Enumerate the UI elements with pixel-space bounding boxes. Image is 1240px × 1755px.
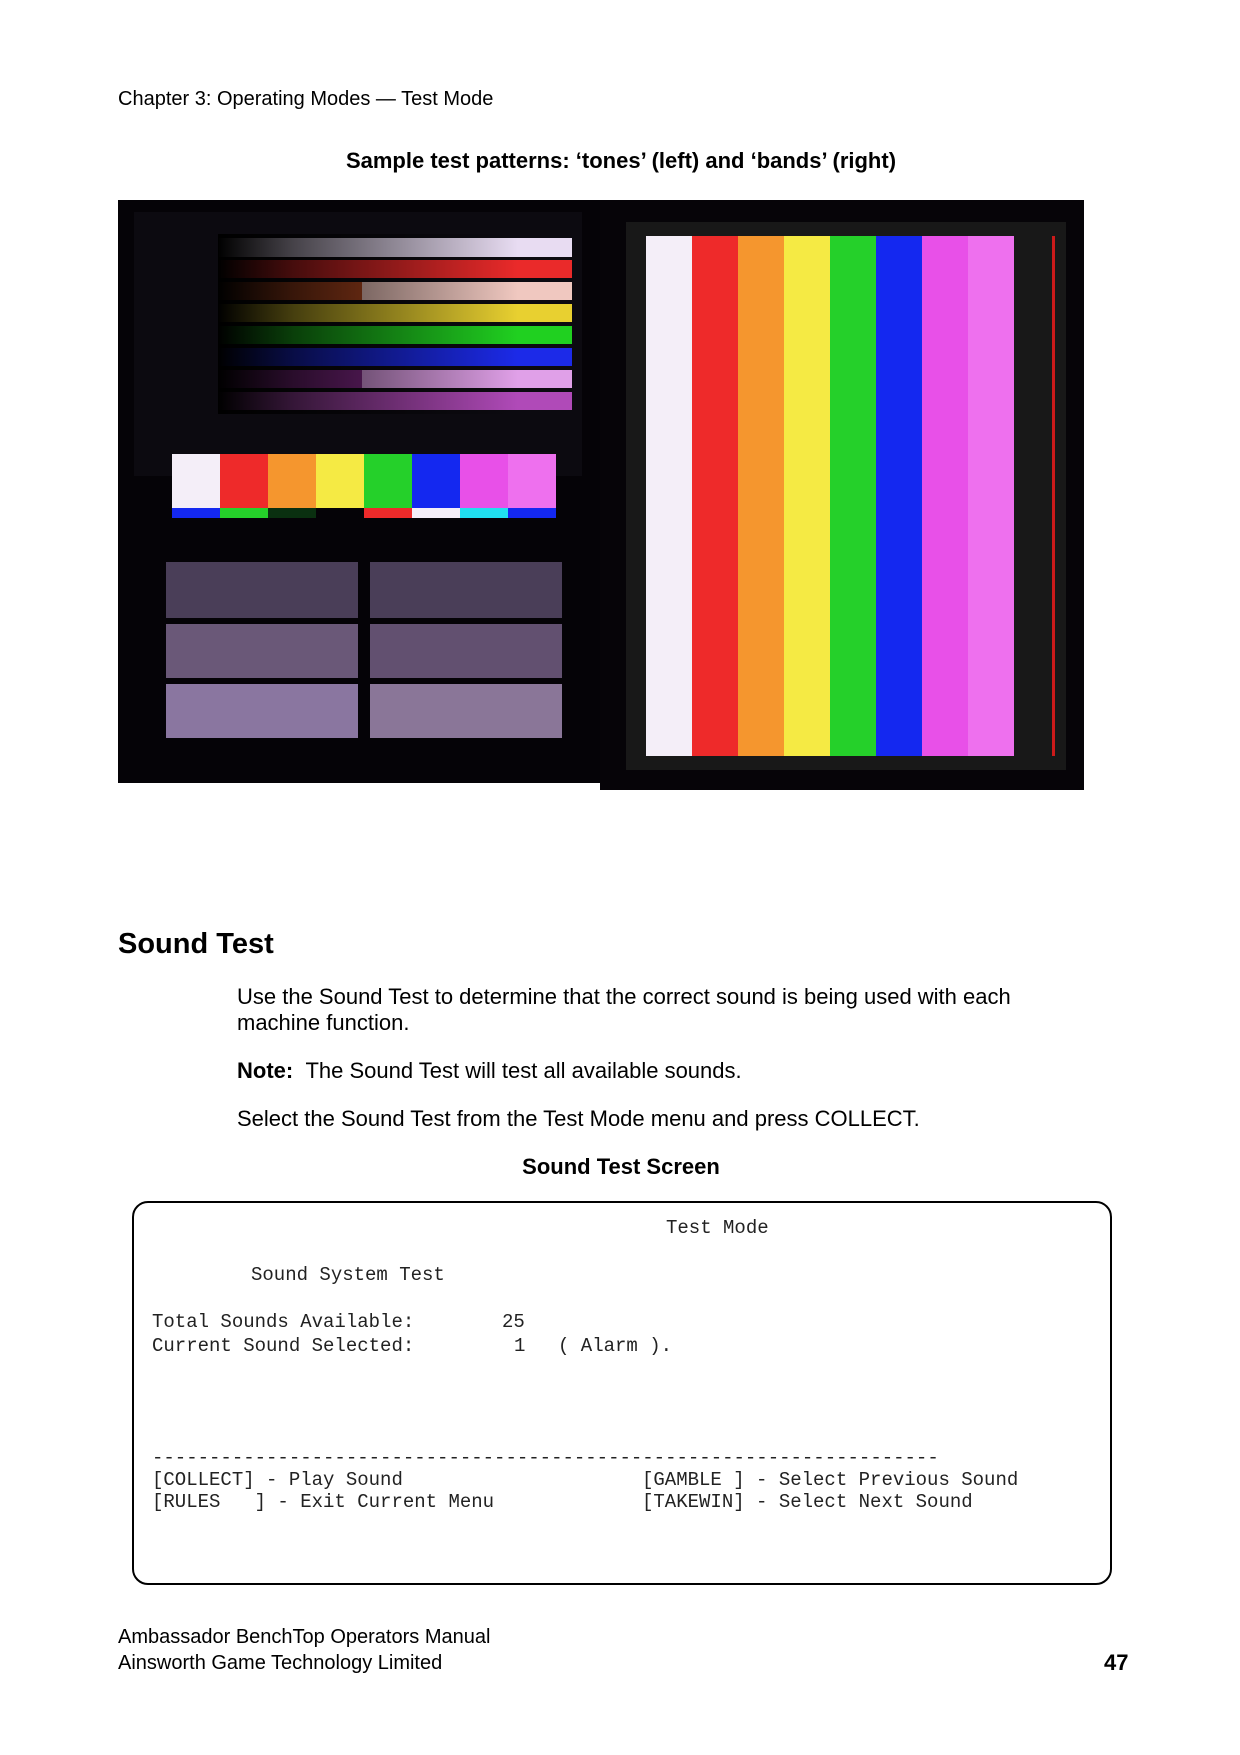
- instruction-paragraph: Select the Sound Test from the Test Mode menu and press COLLECT.: [237, 1106, 920, 1131]
- section-title: Sound Test: [118, 928, 274, 960]
- gamble-key-hint: [GAMBLE ] - Select Previous Sound: [642, 1469, 1019, 1491]
- intro-paragraph: Use the Sound Test to determine that the correct sound is being used with each machine function.: [237, 984, 1011, 1035]
- rules-key-hint: [RULES ] - Exit Current Menu: [152, 1491, 495, 1513]
- chapter-header: Chapter 3: Operating Modes — Test Mode: [118, 88, 494, 110]
- current-sound-label: Current Sound Selected:: [152, 1335, 415, 1357]
- note-paragraph: [237, 1058, 1097, 1084]
- screen-caption: Sound Test Screen: [522, 1154, 720, 1179]
- total-sounds-value: 25: [502, 1311, 525, 1333]
- sound-test-screen: [132, 1201, 1112, 1585]
- note-label: Note:: [237, 1058, 294, 1083]
- takewin-key-hint: [TAKEWIN] - Select Next Sound: [642, 1491, 973, 1513]
- footer-manual-title: Ambassador BenchTop Operators Manual: [118, 1626, 491, 1648]
- test-pattern-photo-graphic: [118, 200, 1084, 790]
- total-sounds-label: Total Sounds Available:: [152, 1311, 415, 1333]
- page-number: 47: [1104, 1650, 1129, 1675]
- screen-system-title: Sound System Test: [251, 1264, 445, 1286]
- current-sound-name: ( Alarm ).: [558, 1335, 673, 1357]
- collect-key-hint: [COLLECT] - Play Sound: [152, 1469, 403, 1491]
- screen-divider: ---------------------------------------------------------------------: [152, 1447, 939, 1469]
- note-text: The Sound Test will test all available sounds.: [305, 1058, 742, 1083]
- footer-company: Ainsworth Game Technology Limited: [118, 1652, 443, 1674]
- test-pattern-photo: [118, 200, 1084, 790]
- figure-caption: Sample test patterns: ‘tones’ (left) and ‘bands’ (right): [345, 148, 897, 173]
- current-sound-value: 1: [514, 1335, 526, 1357]
- screen-mode-title: Test Mode: [666, 1217, 769, 1239]
